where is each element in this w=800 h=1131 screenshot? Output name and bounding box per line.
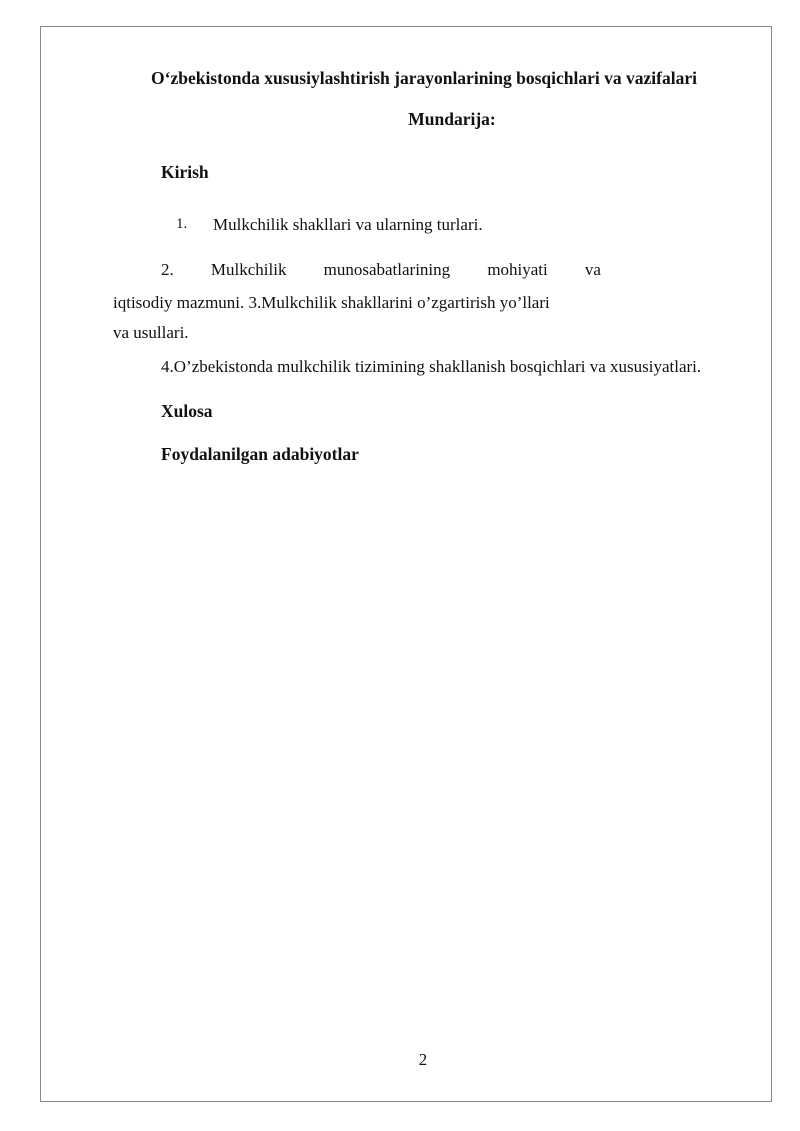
toc-item-2-line-1 (161, 260, 601, 280)
table-of-contents-heading: Mundarija: (408, 109, 496, 129)
toc-item-introduction: Kirish (161, 162, 209, 182)
toc-item-2-word: va (584, 260, 601, 279)
toc-item-1-text: Mulkchilik shakllari va ularning turlari. (213, 215, 483, 234)
toc-item-2-word: Mulkchilik (210, 260, 287, 279)
page-number: 2 (418, 1050, 428, 1069)
document-title: O‘zbekistonda xususiylashtirish jarayonlarining bosqichlari va vazifalari (151, 68, 697, 88)
toc-item-2-word: munosabatlarining (323, 260, 451, 279)
toc-item-2-word: 2. (161, 260, 174, 279)
toc-item-2-line-2: iqtisodiy mazmuni. 3.Mulkchilik shakllarini o’zgartirish yo’llari (113, 293, 550, 312)
toc-item-2-line-3: va usullari. (113, 323, 189, 342)
toc-item-1-number: 1. (176, 216, 188, 232)
toc-item-4: 4.O’zbekistonda mulkchilik tizimining shakllanish bosqichlari va xususiyatlari. (161, 357, 702, 376)
toc-item-conclusion: Xulosa (161, 401, 213, 421)
toc-item-2-word: mohiyati (487, 260, 548, 279)
toc-item-references: Foydalanilgan adabiyotlar (161, 444, 359, 464)
page-frame (40, 26, 772, 1102)
